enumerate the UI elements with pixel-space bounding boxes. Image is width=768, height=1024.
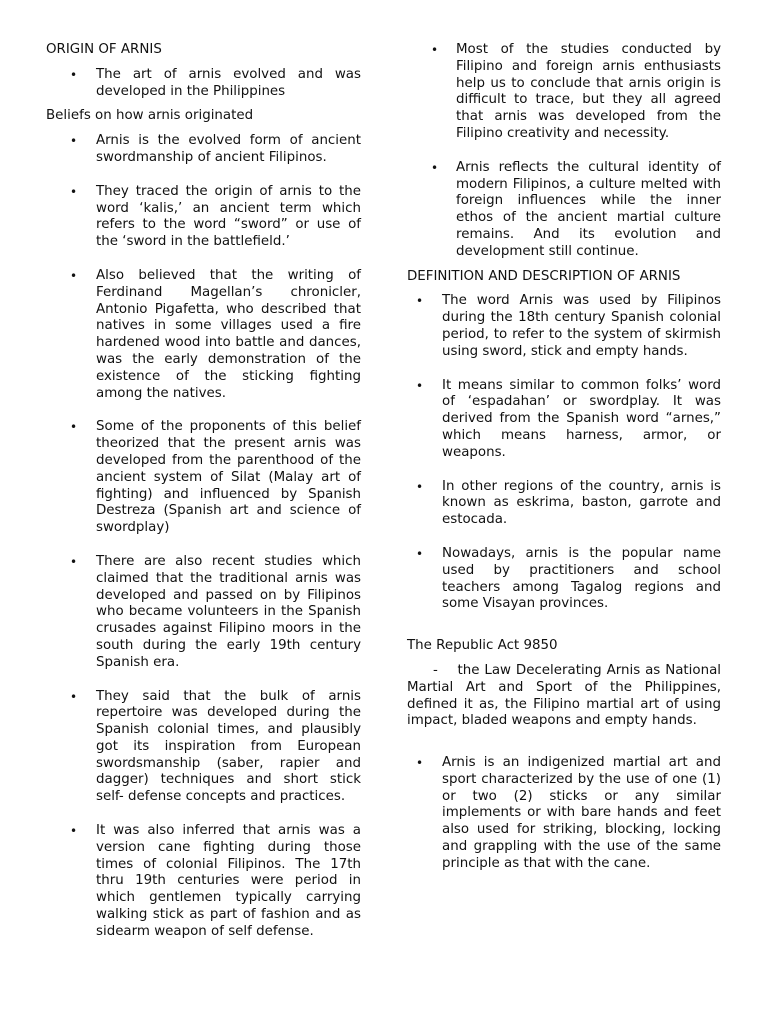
list-item xyxy=(46,133,361,167)
bullet-icon: • xyxy=(70,134,78,149)
bullet-text: Arnis is the evolved form of ancient swordmanship of ancient Filipinos. xyxy=(96,133,361,165)
list-item xyxy=(46,184,361,251)
list-item xyxy=(46,268,361,402)
republic-act-heading: The Republic Act 9850 xyxy=(407,638,558,654)
beliefs-heading: Beliefs on how arnis originated xyxy=(46,108,254,124)
list-item xyxy=(46,554,361,672)
indigenized-list xyxy=(407,755,721,873)
definition-list xyxy=(407,293,721,613)
bullet-text: Arnis is an indigenized martial art and sport characterized by the use of one (1) or two (2) sticks or any similar implements or with bare hands and feet also used for striking, blocking, locking and grappling with the use of the same principle as that with the cane. xyxy=(442,755,721,871)
bullet-text: There are also recent studies which claimed that the traditional arnis was developed and passed on by Filipinos who became volunteers in the Spanish crusades against Filipino moors in the south during the early 19th century Spanish era. xyxy=(96,553,361,670)
bullet-icon: • xyxy=(416,756,424,771)
bullet-icon: • xyxy=(416,294,424,309)
bullet-icon: • xyxy=(431,43,439,57)
bullet-text: They said that the bulk of arnis repertoire was developed during the Spanish colonial times, and plausibly got its inspiration from European swordsmanship (saber, rapier and dagger) techniques and short stick self- defense concepts and practices. xyxy=(96,688,361,805)
bullet-text: They traced the origin of arnis to the word ‘kalis,’ an ancient term which refers to the word “sword” or use of the ‘sword in the battlefield.’ xyxy=(96,183,361,250)
definition-heading: DEFINITION AND DESCRIPTION OF ARNIS xyxy=(407,268,681,284)
left-column xyxy=(46,42,361,941)
bullet-icon: • xyxy=(70,184,78,199)
bullet-text: In other regions of the country, arnis is known as eskrima, baston, garrote and estocada. xyxy=(442,478,721,528)
list-item xyxy=(407,42,721,143)
list-item xyxy=(46,419,361,537)
section-title-origin: ORIGIN OF ARNIS xyxy=(46,42,162,57)
bullet-icon: • xyxy=(431,160,439,175)
intro-bullet-list xyxy=(46,67,361,101)
bullet-icon: • xyxy=(416,479,424,494)
republic-act-text: - the Law Decelerating Arnis as National Martial Art and Sport of the Philippines, defined it as, the Filipino martial art of using impact, bladed weapons and empty hands. xyxy=(407,662,726,729)
bullet-icon: • xyxy=(416,378,424,393)
conclusion-list xyxy=(407,42,721,261)
bullet-text: The word Arnis was used by Filipinos during the 18th century Spanish colonial period, to refer to the system of skirmish using sword, stick and empty hands. xyxy=(442,293,721,359)
list-item xyxy=(407,293,721,360)
bullet-icon: • xyxy=(70,554,78,569)
bullet-icon: • xyxy=(70,420,78,435)
list-item xyxy=(407,378,721,462)
beliefs-list xyxy=(46,133,361,940)
bullet-text: Most of the studies conducted by Filipino and foreign arnis enthusiasts help us to conclude that arnis origin is difficult to trace, but they all agreed that arnis was developed from the Filipino creativity and necessity. xyxy=(456,42,721,141)
bullet-text: Nowadays, arnis is the popular name used by practitioners and school teachers among Tagalog regions and some Visayan provinces. xyxy=(442,545,721,612)
list-item xyxy=(407,755,721,873)
list-item xyxy=(46,689,361,807)
list-item xyxy=(407,546,721,613)
bullet-text: The art of arnis evolved and was developed in the Philippines xyxy=(96,66,361,99)
list-item xyxy=(46,67,361,101)
bullet-text: It was also inferred that arnis was a version cane fighting during those times of colonial Filipinos. The 17th thru 19th centuries were period in which gentlemen typically carrying walking stick as part of fashion and as sidearm weapon of self defense. xyxy=(96,823,361,939)
list-item xyxy=(46,823,361,941)
right-column xyxy=(407,42,726,873)
bullet-text: It means similar to common folks’ word of ‘espadahan’ or swordplay. It was derived from the Spanish word “arnes,” which means harness, armor, or weapons. xyxy=(442,377,721,460)
bullet-icon: • xyxy=(70,67,78,82)
bullet-text: Some of the proponents of this belief theorized that the present arnis was developed from the parenthood of the ancient system of Silat (Malay art of fighting) and influenced by Spanish Destreza (Spanish art and science of swordplay) xyxy=(96,419,361,536)
bullet-icon: • xyxy=(70,689,78,704)
bullet-text: Arnis reflects the cultural identity of modern Filipinos, a culture melted with foreign influences while the inner ethos of the ancient martial culture remains. And its evolution and development still continue. xyxy=(456,159,721,259)
list-item xyxy=(407,479,721,529)
bullet-icon: • xyxy=(70,824,78,839)
bullet-icon: • xyxy=(70,268,78,283)
bullet-text: Also believed that the writing of Ferdinand Magellan’s chronicler, Antonio Pigafetta, who described that natives in some villages used a fire hardened wood into battle and dances, was the early demonstration of the existence of the sticking fighting among the natives. xyxy=(96,267,361,401)
list-item xyxy=(407,160,721,261)
bullet-icon: • xyxy=(416,546,424,561)
